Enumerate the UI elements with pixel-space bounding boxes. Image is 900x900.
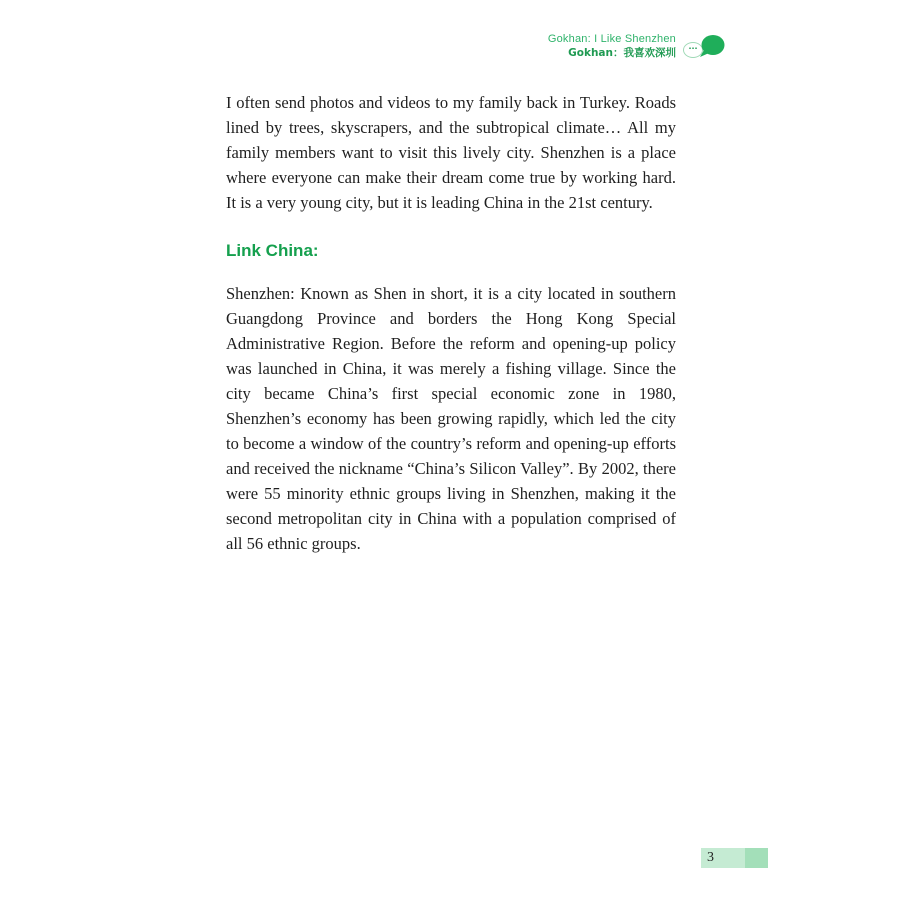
section-heading: Link China: bbox=[226, 241, 319, 260]
speech-bubble-outline-icon: ··· bbox=[683, 42, 703, 58]
running-header bbox=[548, 33, 676, 60]
header-title-en: Gokhan: I Like Shenzhen bbox=[547, 33, 676, 45]
page-number: 3 bbox=[701, 848, 745, 868]
section-paragraph: Shenzhen: Known as Shen in short, it is a city located in southern Guangdong Province and borders the Hong Kong Special Administrative Region. Before the reform and opening-up policy was launched in China, it was merely a fishing village. Since the city became China’s first special economic zone in 1980, Shenzhen’s economy has been growing rapidly, which led the city to become a window of the country’s reform and opening-up efforts and received the nickname “China’s Silicon Valley”. By 2002, there were 55 minority ethnic groups living in Shenzhen, making it the second metropolitan city in China with a population comprised of all 56 ethnic groups. bbox=[226, 284, 676, 553]
speech-bubble-icon bbox=[699, 34, 725, 58]
page-number-accent bbox=[745, 848, 768, 868]
header-title-zh: Gokhan：我喜欢深圳 bbox=[568, 46, 676, 59]
intro-paragraph: I often send photos and videos to my family back in Turkey. Roads lined by trees, skyscrapers, and the subtropical climate… All my family members want to visit this lively city. Shenzhen is a place where everyone can make their dream come true by working hard. It is a very young city, but it is leading China in the 21st century. bbox=[226, 93, 676, 212]
